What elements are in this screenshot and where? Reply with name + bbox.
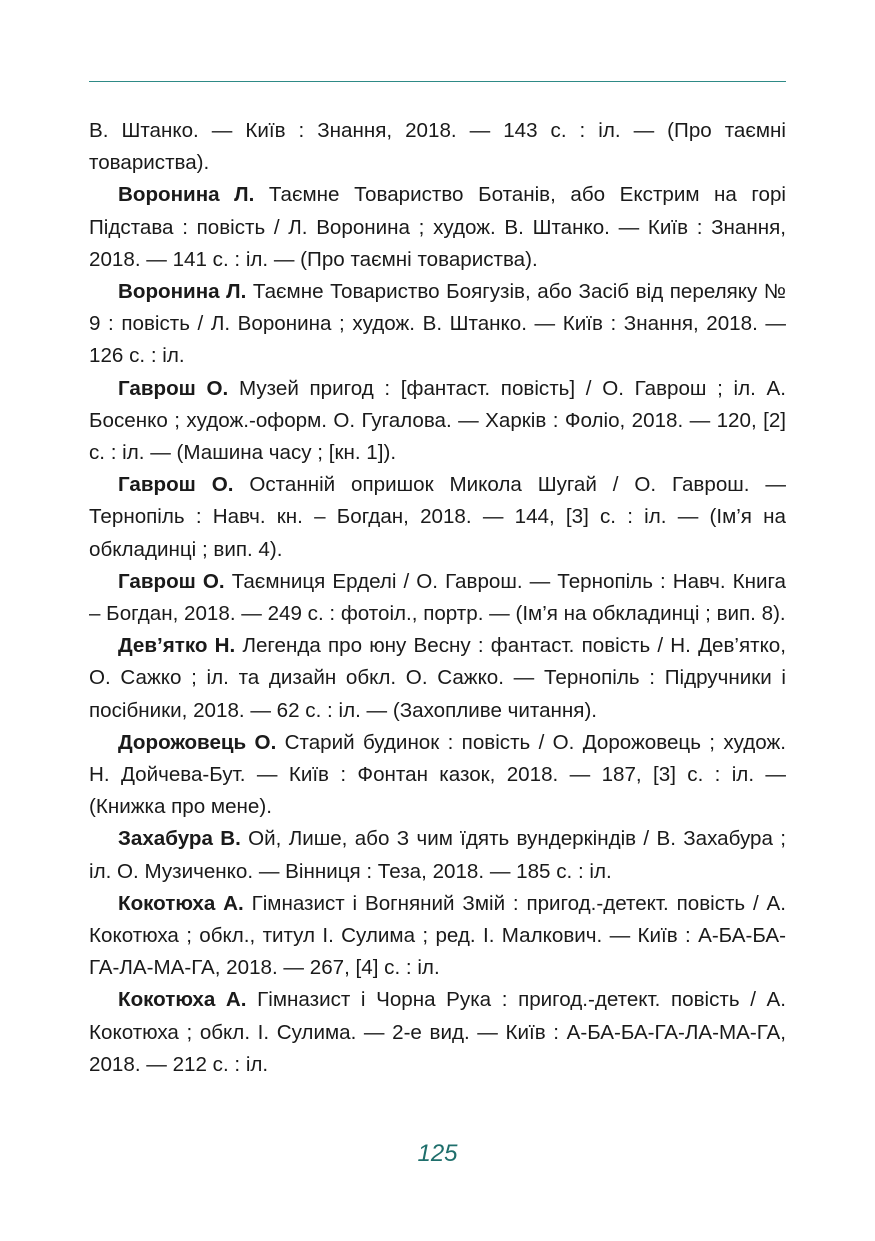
bibliography-entry (89, 276, 786, 373)
entry-author: Гаврош О. (118, 569, 225, 593)
entry-author: Воронина Л. (118, 280, 247, 304)
entry-text: В. Штанко. — Київ : Знання, 2018. — 143 с. : іл. — (Про таємні товариства). (89, 119, 786, 175)
entry-text: Старий будинок : повість / О. Дорожовець ; худож. Н. Дойчева-Бут. — Київ : Фонтан казок, 2018. — 187, [3] с. : іл. — (Книжка про мене). (89, 730, 786, 819)
bibliography-entry (89, 179, 786, 276)
bibliography-list (89, 115, 786, 1081)
entry-text: Таємне Товариство Ботанів, або Екстрим на горі Підстава : повість / Л. Воронина ; худож. В. Штанко. — Київ : Знання, 2018. — 141 с. : іл. — (Про таємні товариства). (89, 183, 786, 271)
bibliography-entry (89, 566, 786, 630)
bibliography-entry (89, 823, 786, 887)
entry-author: Захабура В. (118, 827, 241, 851)
bibliography-entry (89, 115, 786, 179)
entry-text: Музей пригод : [фантаст. повість] / О. Гаврош ; іл. А. Босенко ; худож.-оформ. О. Гугалова. — Харків : Фоліо, 2018. — 120, [2] с. : іл. — (Машина часу ; [кн. 1]). (89, 376, 787, 465)
bibliography-entry (89, 984, 786, 1081)
entry-author: Гаврош О. (118, 376, 229, 400)
entry-author: Кокотюха А. (118, 988, 247, 1012)
bibliography-entry (89, 727, 786, 824)
bibliography-entry (89, 373, 786, 470)
entry-text: Таємниця Ерделі / О. Гаврош. — Тернопіль : Навч. Книга – Богдан, 2018. — 249 с. : фотоіл., портр. — (Ім’я на обкладинці ; вип. 8). (89, 569, 786, 626)
entry-text: Таємне Товариство Боягузів, або Засіб від переляку № 9 : повість / Л. Воронина ; худож. В. Штанко. — Київ : Знання, 2018. — 126 с. : іл. (89, 280, 786, 368)
page-number: 125 (417, 1140, 458, 1167)
bibliography-entry (89, 630, 786, 727)
entry-text: Останній опришок Микола Шугай / О. Гаврош. — Тернопіль : Навч. кн. – Богдан, 2018. — 144, [3] с. : іл. — (Ім’я на обкладинці ; вип. 4). (89, 473, 786, 561)
entry-text: Гімназист і Вогняний Змій : пригод.-детект. повість / А. Кокотюха ; обкл., титул І. Сулима ; ред. І. Малкович. — Київ : А-БА-БА-ГА-ЛА-МА-ГА, 2018. — 267, [4] с. : іл. (89, 891, 786, 980)
entry-author: Воронина Л. (118, 183, 255, 207)
header-divider (89, 81, 786, 82)
entry-text: Ой, Лише, або З чим їдять вундеркіндів / В. Захабура ; іл. О. Музиченко. — Вінниця : Теза, 2018. — 185 с. : іл. (89, 827, 786, 883)
entry-text: Гімназист і Чорна Рука : пригод.-детект. повість / А. Кокотюха ; обкл. І. Сулима. — 2-е вид. — Київ : А-БА-БА-ГА-ЛА-МА-ГА, 2018. — 212 с. : іл. (89, 988, 786, 1076)
entry-author: Дорожовець О. (118, 730, 277, 754)
bibliography-entry (89, 469, 786, 566)
entry-text: Легенда про юну Весну : фантаст. повість / Н. Дев’ятко, О. Сажко ; іл. та дизайн обкл. О. Сажко. — Тернопіль : Підручники і посібники, 2018. — 62 с. : іл. — (Захопливе читання). (89, 634, 786, 722)
bibliography-entry (89, 888, 786, 985)
entry-author: Дев’ятко Н. (118, 634, 236, 658)
entry-author: Гаврош О. (118, 473, 234, 497)
entry-author: Кокотюха А. (118, 891, 244, 915)
